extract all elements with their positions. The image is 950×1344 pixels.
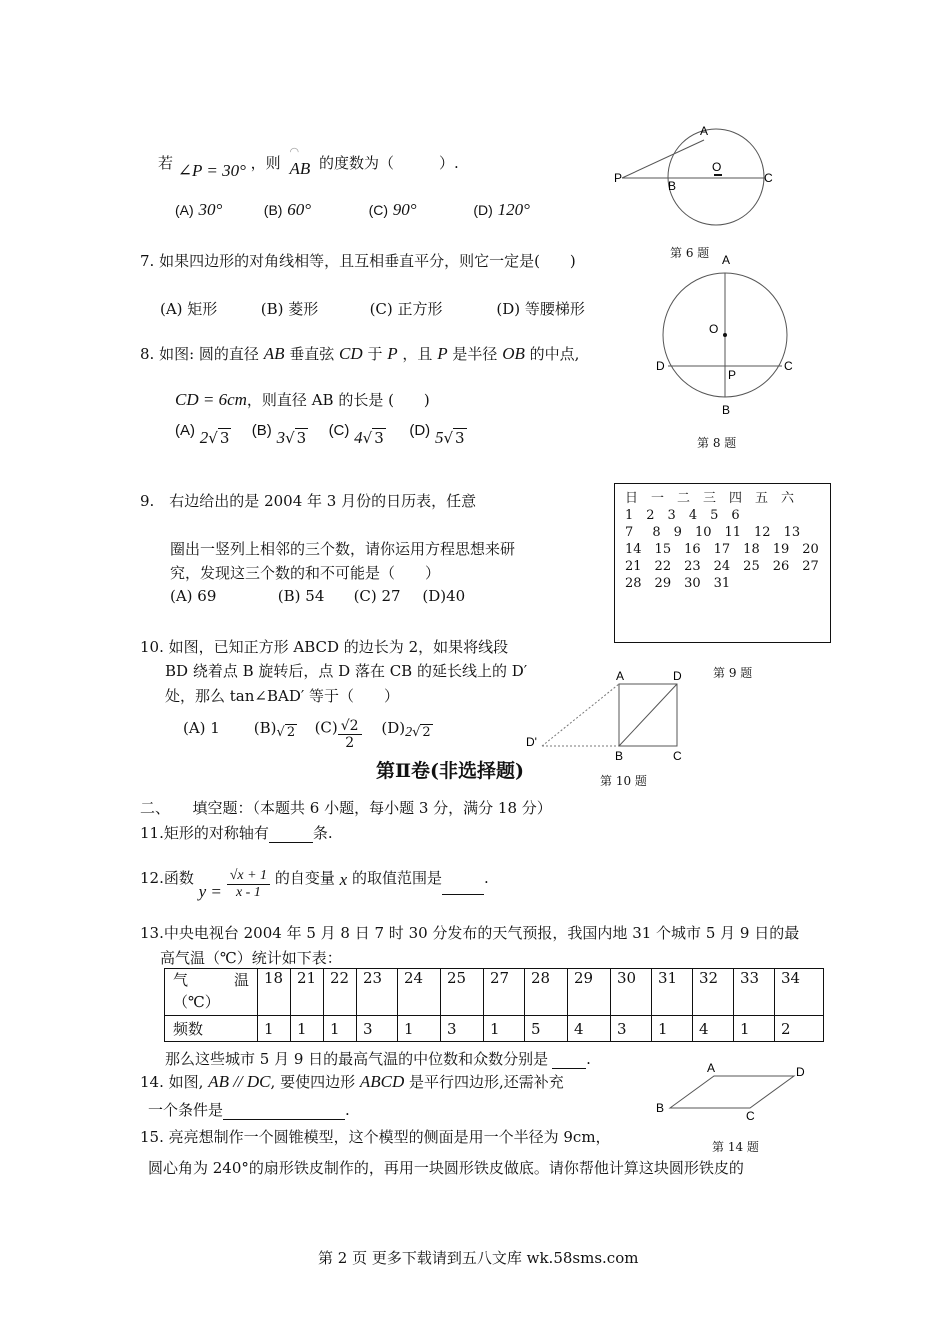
fig14-parallelogram	[670, 1076, 794, 1108]
fig10-label-c: C	[673, 749, 682, 763]
q7-options	[160, 298, 585, 319]
table-cell: 4	[693, 1016, 734, 1042]
q6-option-c: (C) 90°	[368, 200, 417, 219]
table-cell: 21	[291, 969, 324, 1016]
q10-option-a: (A) 1	[183, 718, 220, 737]
fig8-label-d: D	[656, 359, 665, 373]
q11-answer-blank[interactable]	[269, 827, 313, 843]
fig6-label-p: P	[614, 171, 623, 185]
table-cell: 22	[324, 969, 357, 1016]
table-cell: 18	[258, 969, 291, 1016]
fig6-label-o: O	[712, 160, 722, 174]
table-cell: 34	[775, 969, 824, 1016]
table-cell: 2	[775, 1016, 824, 1042]
q9-options	[170, 587, 465, 605]
table-cell: 3	[357, 1016, 398, 1042]
page-footer: 第 2 页 更多下载请到五八文库 wk.58sms.com	[318, 1249, 639, 1267]
q10-options	[183, 712, 433, 751]
q7-option-c: (C) 正方形	[369, 300, 443, 318]
table-cell: 3	[441, 1016, 484, 1042]
q8-condition: CD = 6cm，则直径 AB 的长是 ( )	[175, 390, 430, 409]
calendar-row: 1 2 3 4 5 6	[625, 508, 740, 523]
fig6-label-c: C	[764, 171, 773, 185]
table-header-frequency: 频数	[165, 1016, 258, 1042]
q15-line2: 圆心角为 240°的扇形铁皮制作的，再用一块圆形铁皮做底。请你帮他计算这块圆形铁皮的	[148, 1159, 744, 1177]
fig6-caption: 第 6 题	[670, 246, 710, 260]
q8-stem: 8. 如图: 圆的直径 AB 垂直弦 CD 于 P ，且 P 是半径 OB 的中点,	[140, 344, 580, 363]
q6-options	[175, 200, 530, 220]
table-cell: 1	[734, 1016, 775, 1042]
table-cell: 5	[525, 1016, 568, 1042]
arc-mark: ◠	[289, 145, 300, 158]
q9-option-b: (B) 54	[277, 587, 325, 605]
fig6-circle	[668, 129, 764, 225]
section-heading: 二、 填空题：（本题共 6 小题，每小题 3 分，满分 18 分）	[140, 799, 552, 817]
table-cell: 33	[734, 969, 775, 1016]
fig14-caption: 第 14 题	[712, 1140, 759, 1154]
fig14-label-d: D	[796, 1065, 805, 1079]
calendar-row: 28 29 30 31	[625, 576, 731, 591]
q8-option-c: (C) 4√ 3	[328, 422, 384, 447]
table-cell: 31	[652, 969, 693, 1016]
q9-line1: 9. 右边给出的是 2004 年 3 月份的日历表，任意	[140, 492, 477, 510]
calendar-box	[614, 483, 831, 643]
fig14-label-c: C	[746, 1109, 755, 1123]
q9-option-c: (C) 27	[353, 587, 401, 605]
calendar-row: 14 15 16 17 18 19 20	[625, 542, 819, 557]
figure-8	[650, 250, 800, 420]
q13-table-wrap	[164, 968, 824, 1042]
q12-fraction: $\frac{√x + 1}{x - 1}$	[227, 868, 270, 901]
q9-option-a: (A) 69	[170, 587, 217, 605]
q6-mid: ，则	[250, 154, 281, 172]
table-cell: 29	[568, 969, 611, 1016]
temperature-table	[164, 968, 824, 1042]
table-cell: 27	[484, 969, 525, 1016]
table-cell: 32	[693, 969, 734, 1016]
fig10-line-ad-prime	[542, 684, 619, 746]
fig14-label-b: B	[656, 1101, 665, 1115]
fig8-caption: 第 8 题	[697, 436, 737, 450]
q6-condition: ∠P = 30°	[177, 161, 246, 180]
q6-option-b: (B) 60°	[263, 200, 312, 219]
calendar-grid	[615, 484, 830, 592]
fig8-label-b: B	[722, 403, 731, 417]
q10-option-d: (D)2√ 2	[381, 718, 431, 740]
q10-option-c: (C) $\frac{√2}{2}$	[315, 712, 377, 745]
fig10-diagonal-bd	[619, 684, 677, 746]
table-header-temperature: 气 温 （℃）	[165, 969, 258, 1016]
fig14-label-a: A	[707, 1061, 716, 1075]
table-cell: 1	[484, 1016, 525, 1042]
fig8-label-a: A	[722, 253, 731, 267]
section-title: 第Ⅱ卷(非选择题)	[376, 760, 524, 782]
q10-option-b: (B)√ 2	[253, 718, 296, 740]
q8-option-b: (B) 3√ 3	[251, 422, 307, 447]
fig8-label-o: O	[709, 322, 719, 336]
q13-line2: 高气温（℃）统计如下表：	[160, 949, 342, 967]
q6-stem	[158, 145, 459, 180]
q9-line3: 究，发现这三个数的和不可能是（ ）	[170, 564, 441, 582]
table-cell: 3	[611, 1016, 652, 1042]
q7-stem: 7. 如果四边形的对角线相等，且互相垂直平分，则它一定是( )	[140, 252, 576, 270]
fig9-caption: 第 9 题	[713, 666, 753, 680]
table-cell: 1	[324, 1016, 357, 1042]
q6-prefix: 若	[158, 154, 174, 172]
q12: 12.函数 y = $\frac{√x + 1}{x - 1}$ 的自变量 x 的取值范围是 .	[140, 868, 489, 901]
fig6-label-a: A	[700, 124, 709, 138]
calendar-row: 21 22 23 24 25 26 27	[625, 559, 819, 574]
q13-after: 那么这些城市 5 月 9 日的最高气温的中位数和众数分别是 .	[165, 1050, 591, 1068]
fig6-tangent	[622, 140, 704, 178]
q7-option-b: (B) 菱形	[260, 300, 319, 318]
fig6-label-b: B	[668, 179, 677, 193]
fig10-label-d: D	[673, 669, 682, 683]
q8-option-d: (D) 5√ 3	[409, 422, 465, 447]
calendar-row: 7 8 9 10 11 12 13	[625, 525, 801, 540]
q6-arc: ◠ AB	[289, 145, 311, 178]
fig10-caption: 第 10 题	[600, 774, 647, 788]
figure-6	[600, 120, 800, 230]
q6-option-d: (D) 120°	[473, 200, 530, 219]
table-cell: 23	[357, 969, 398, 1016]
q14-answer-blank[interactable]	[223, 1104, 345, 1120]
table-cell: 30	[611, 969, 652, 1016]
q12-answer-blank[interactable]	[442, 879, 484, 895]
table-row-temperature	[165, 969, 824, 1016]
table-cell: 1	[652, 1016, 693, 1042]
q10-line1: 10. 如图，已知正方形 ABCD 的边长为 2，如果将线段	[140, 638, 509, 656]
q7-option-a: (A) 矩形	[160, 300, 218, 318]
q14-line1: 14. 如图, AB // DC, 要使四边形 ABCD 是平行四边形,还需补充	[140, 1072, 564, 1091]
q6-option-a: (A) 30°	[175, 200, 223, 219]
q7-option-d: (D) 等腰梯形	[496, 300, 585, 318]
fig8-label-c: C	[784, 359, 793, 373]
q13-line1: 13.中央电视台 2004 年 5 月 8 日 7 时 30 分发布的天气预报，我国内地 31 个城市 5 月 9 日的最	[140, 924, 800, 942]
figure-14	[650, 1060, 820, 1130]
q10-line3: 处，那么 tan∠BAD′ 等于（ ）	[165, 687, 400, 705]
q14-line2: 一个条件是 .	[148, 1101, 350, 1119]
table-cell: 28	[525, 969, 568, 1016]
table-cell: 1	[291, 1016, 324, 1042]
table-cell: 4	[568, 1016, 611, 1042]
q8-option-a: (A) 2√ 3	[175, 422, 230, 447]
fig10-label-b: B	[615, 749, 624, 763]
q6-suffix: 的度数为（ ）.	[319, 154, 459, 172]
table-cell: 25	[441, 969, 484, 1016]
q13-answer-blank[interactable]	[552, 1053, 586, 1069]
q8-options	[175, 420, 467, 447]
table-cell: 1	[398, 1016, 441, 1042]
fig10-label-d-prime: D'	[526, 735, 537, 749]
q9-option-d: (D)40	[422, 587, 466, 605]
fig8-center-dot	[723, 333, 727, 337]
q15-line1: 15. 亮亮想制作一个圆锥模型，这个模型的侧面是用一个半径为 9cm，	[140, 1128, 611, 1146]
fig10-label-a: A	[616, 669, 625, 683]
q9-line2: 圈出一竖列上相邻的三个数，请你运用方程思想来研	[170, 540, 516, 558]
calendar-header-row: 日 一 二 三 四 五 六	[625, 491, 795, 506]
table-cell: 1	[258, 1016, 291, 1042]
fig8-label-p: P	[728, 368, 737, 382]
q10-line2: BD 绕着点 B 旋转后，点 D 落在 CB 的延长线上的 D′	[165, 662, 528, 680]
table-row-frequency	[165, 1016, 824, 1042]
figure-10	[520, 668, 700, 768]
table-cell: 24	[398, 969, 441, 1016]
q11: 11.矩形的对称轴有 条.	[140, 824, 333, 842]
